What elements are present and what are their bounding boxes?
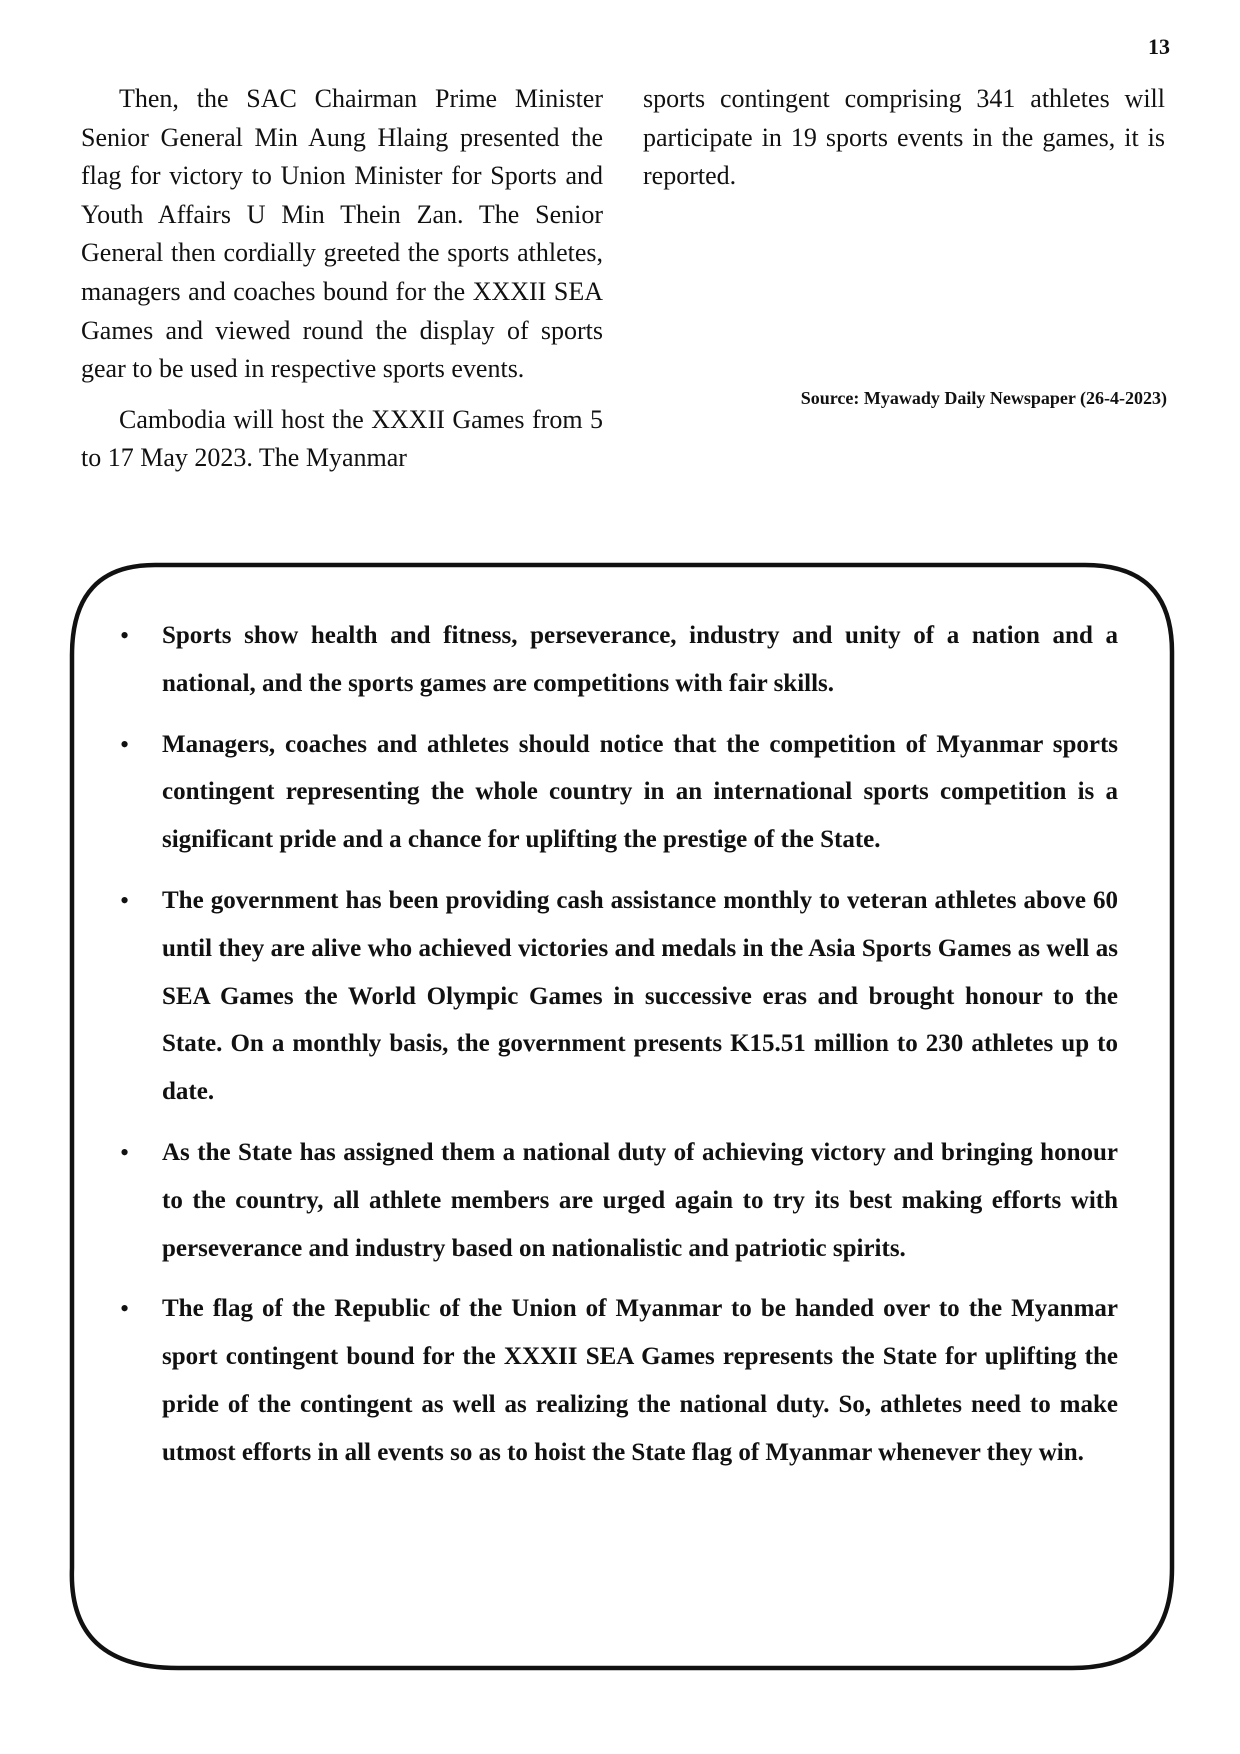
source-citation: Source: Myawady Daily Newspaper (26-4-2023) — [800, 388, 1167, 408]
page-number: 13 — [1148, 34, 1170, 59]
key-points-list — [120, 612, 1118, 1490]
key-point-item: • The government has been providing cash assistance monthly to veteran athletes above 60 until they are alive who achieved victories and medals in the Asia Sports Games as well as SEA Games the World Olympic Games in successive eras and brought honour to the State. On a monthly basis, the government presents K15.51 million to 230 athletes up to date. — [120, 877, 1118, 1116]
article-paragraph: Then, the SAC Chairman Prime Minister Senior General Min Aung Hlaing presented the flag for victory to Union Minister for Sports and Youth Affairs U Min Thein Zan. The Senior General then cordially greeted the sports athletes, managers and coaches bound for the XXXII SEA Games and viewed round the display of sports gear to be used in respective sports events. — [81, 84, 603, 384]
key-point-item: • The flag of the Republic of the Union of Myanmar to be handed over to the Myanmar sport contingent bound for the XXXII SEA Games represents the State for uplifting the pride of the contingent as well as realizing the national duty. So, athletes need to make utmost efforts in all events so as to hoist the State flag of Myanmar whenever they win. — [120, 1285, 1118, 1476]
key-point-item: • Managers, coaches and athletes should notice that the competition of Myanmar sports contingent representing the whole country in an international sports competition is a significant pride and a chance for uplifting the prestige of the State. — [120, 721, 1118, 864]
article-left-column — [81, 80, 603, 490]
article-right-column — [643, 80, 1165, 208]
article-paragraph: Cambodia will host the XXXII Games from 5 to 17 May 2023. The Myanmar — [81, 404, 603, 473]
key-point-item: • As the State has assigned them a national duty of achieving victory and bringing honour to the country, all athlete members are urged again to try its best making efforts with perseverance and industry based on nationalistic and patriotic spirits. — [120, 1129, 1118, 1272]
article-paragraph: sports contingent comprising 341 athletes will participate in 19 sports events in the games, it is reported. — [643, 84, 1165, 191]
key-point-item: • Sports show health and fitness, perseverance, industry and unity of a nation and a national, and the sports games are competitions with fair skills. — [120, 612, 1118, 708]
